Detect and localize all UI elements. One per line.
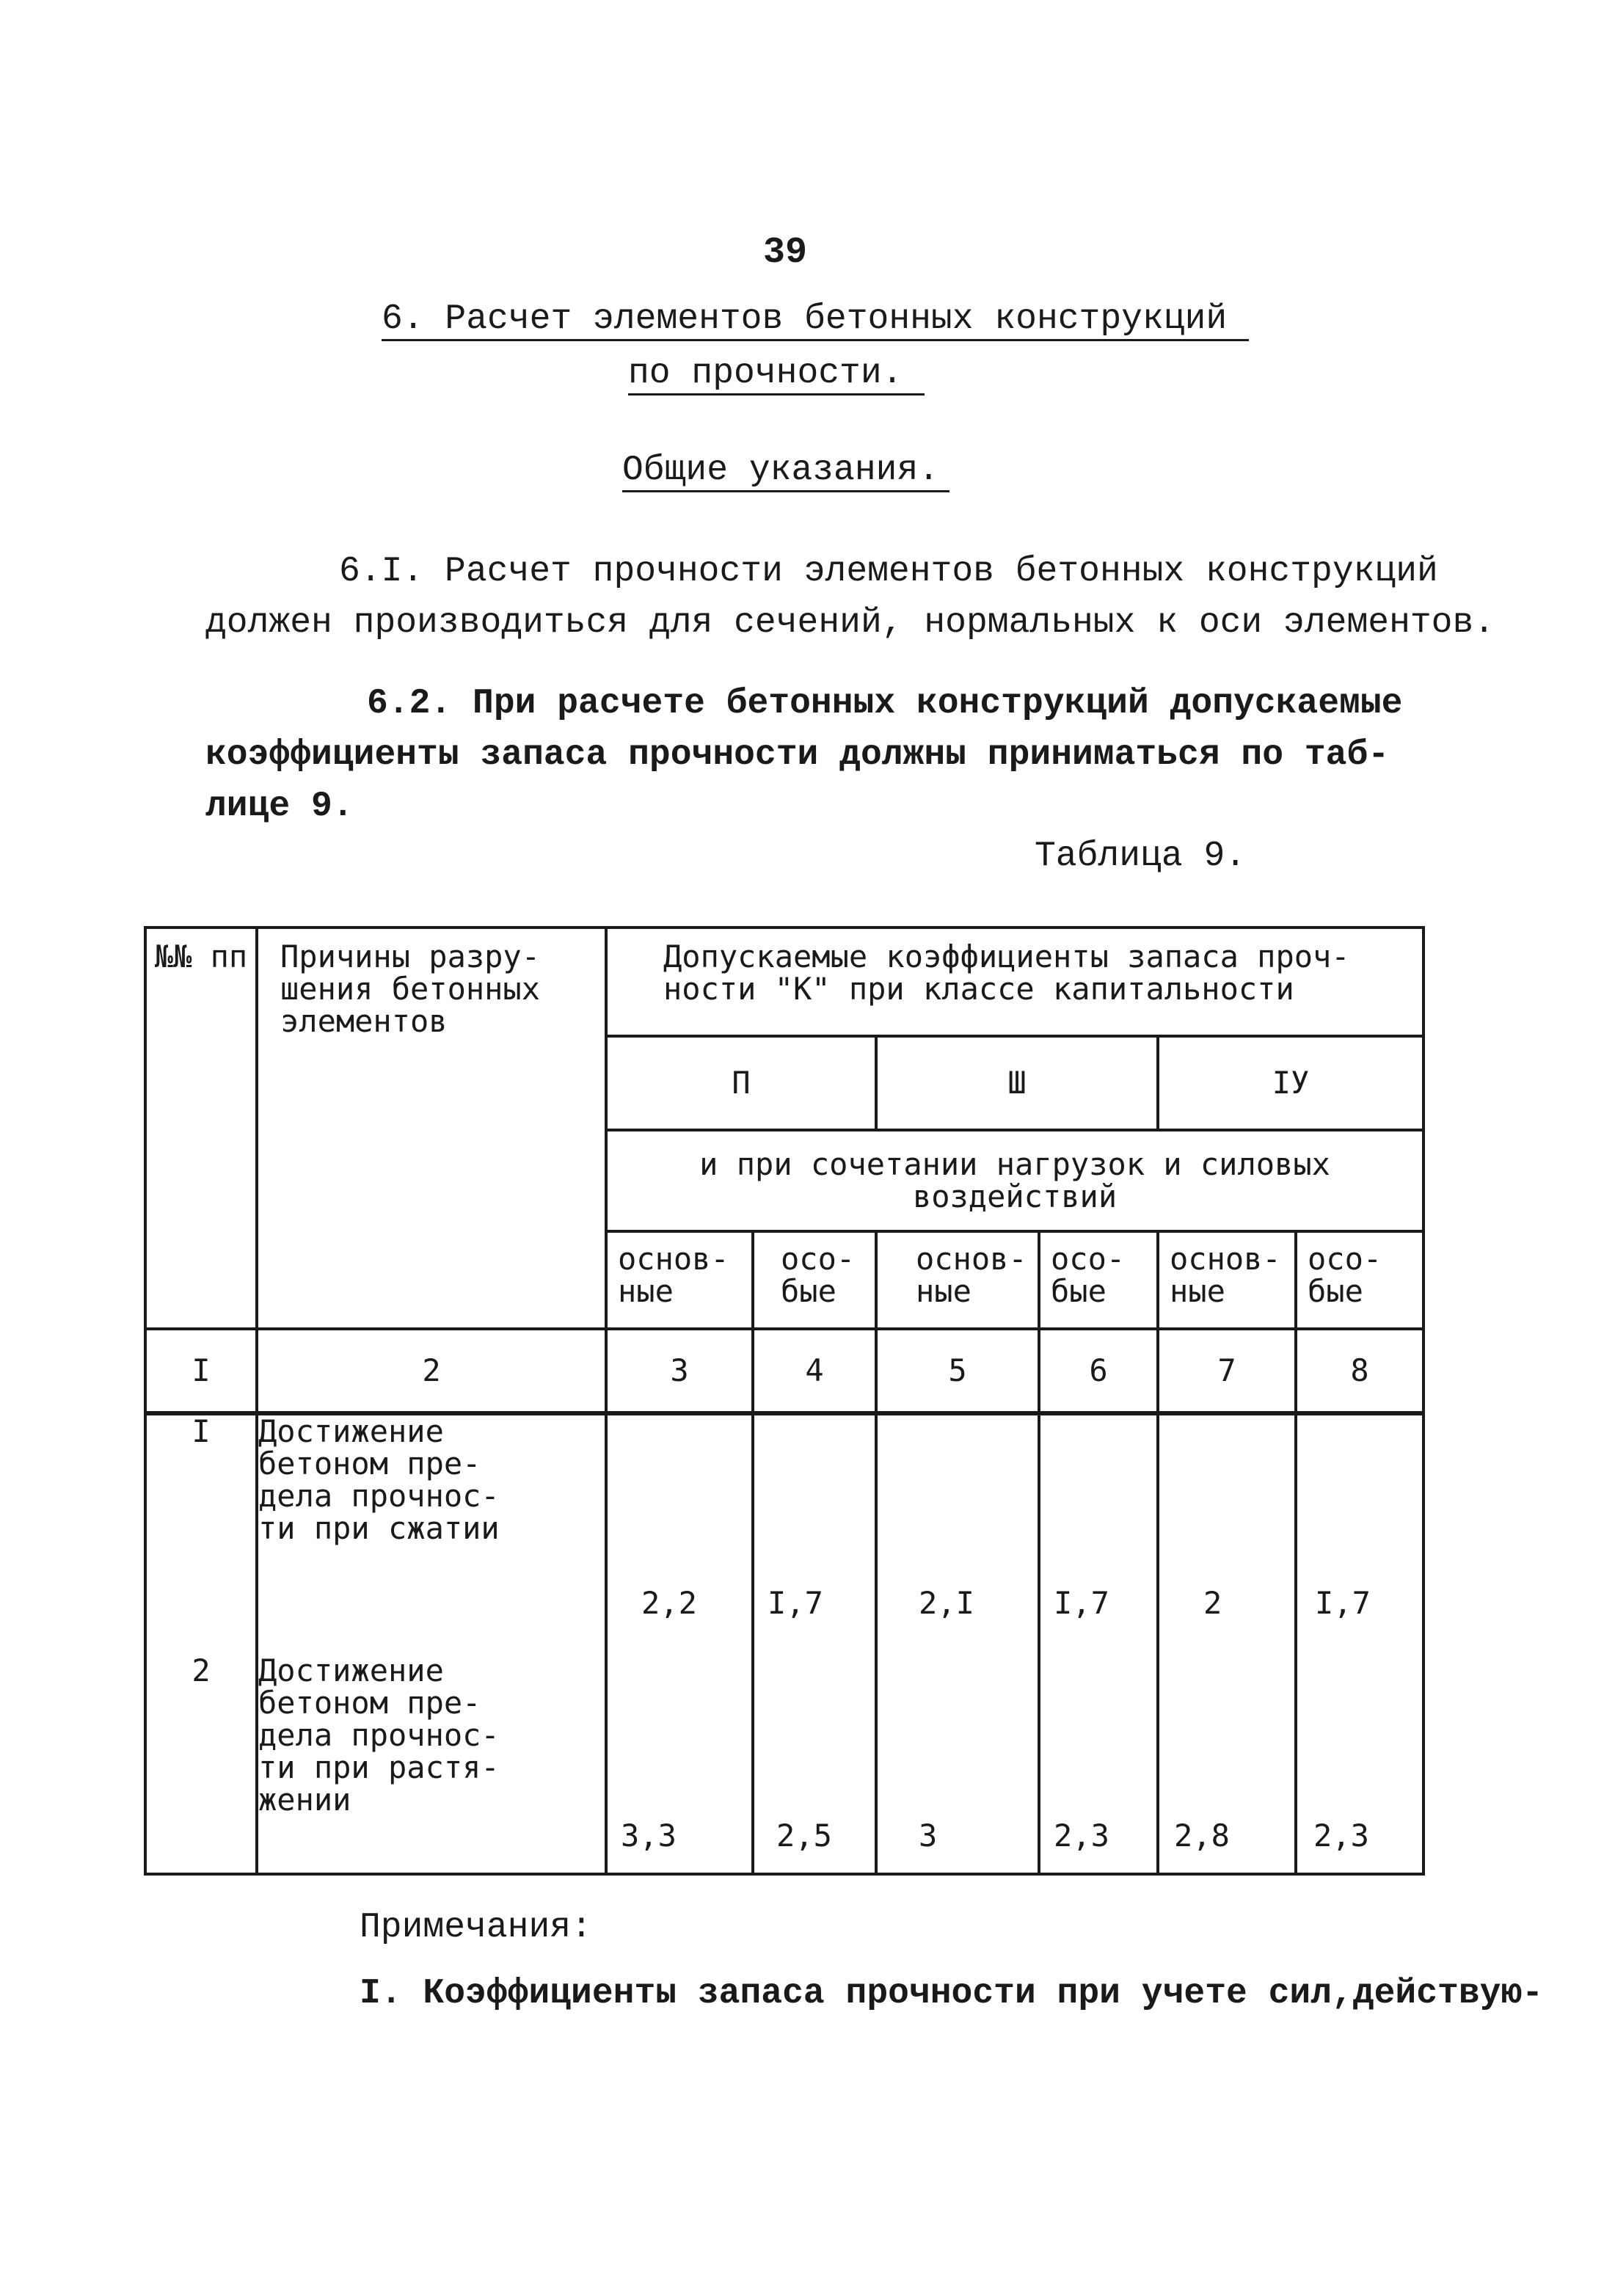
column-number: 6 [1039,1329,1158,1413]
header-cause: Причины разру- шения бетонных элементов [257,927,606,1329]
para-6-1-line2: должен производиться для сечений, нормальных к оси элементов. [205,603,1495,643]
column-number: 3 [606,1329,753,1413]
table-cell-value: 2,I [876,1413,1039,1640]
coefficients-table [144,926,1425,1876]
section-title-line1: 6. Расчет элементов бетонных конструкций [382,299,1249,341]
table-caption: Таблица 9. [1035,837,1247,876]
notes-title: Примечания: [360,1908,592,1947]
para-6-2-line1: 6.2. При расчете бетонных конструкций допускаемые [367,684,1403,724]
sub-header: основ- ные [606,1231,753,1330]
page-number: 39 [763,232,808,274]
row-cause: Достижение бетоном пре- дела прочнос- ти при растя- жении [257,1640,606,1874]
table-cell-value: I,7 [1039,1413,1158,1640]
combination-header: и при сочетании нагрузок и силовых воздействий [606,1130,1423,1231]
class-header: IУ [1158,1036,1423,1130]
table-cell-value: 2,3 [1296,1640,1423,1874]
row-cause: Достижение бетоном пре- дела прочнос- ти при сжатии [257,1413,606,1640]
table-cell-value: I,7 [1296,1413,1423,1640]
para-6-2-line2: коэффициенты запаса прочности должны приниматься по таб- [205,735,1390,775]
column-number: 7 [1158,1329,1296,1413]
sub-header: основ- ные [1158,1231,1296,1330]
sub-header: основ- ные [876,1231,1039,1330]
sub-header: осо- бые [753,1231,876,1330]
note-1: I. Коэффициенты запаса прочности при учете сил,действую- [360,1974,1544,2013]
class-header: П [606,1036,876,1130]
column-number: 2 [257,1329,606,1413]
table-cell-value: 3 [876,1640,1039,1874]
header-coefficients: Допускаемые коэффициенты запаса проч- ности "К" при классе капитальности [606,927,1423,1036]
table-cell-value: 3,3 [606,1640,753,1874]
row-number: 2 [145,1640,257,1874]
column-number: 8 [1296,1329,1423,1413]
row-number: I [145,1413,257,1640]
sub-header: осо- бые [1296,1231,1423,1330]
subheading: Общие указания. [622,451,949,492]
column-number: 5 [876,1329,1039,1413]
column-number: 4 [753,1329,876,1413]
header-num: №№ пп [145,927,257,1329]
table-cell-value: 2,8 [1158,1640,1296,1874]
table-cell-value: 2,5 [753,1640,876,1874]
para-6-1-line1: 6.I. Расчет прочности элементов бетонных конструкций [339,552,1438,591]
sub-header: осо- бые [1039,1231,1158,1330]
table-cell-value: 2 [1158,1413,1296,1640]
table-cell-value: 2,3 [1039,1640,1158,1874]
class-header: Ш [876,1036,1158,1130]
para-6-2-line3: лице 9. [205,787,354,826]
section-title-line2: по прочности. [628,354,925,396]
table-cell-value: I,7 [753,1413,876,1640]
column-number: I [145,1329,257,1413]
table-cell-value: 2,2 [606,1413,753,1640]
